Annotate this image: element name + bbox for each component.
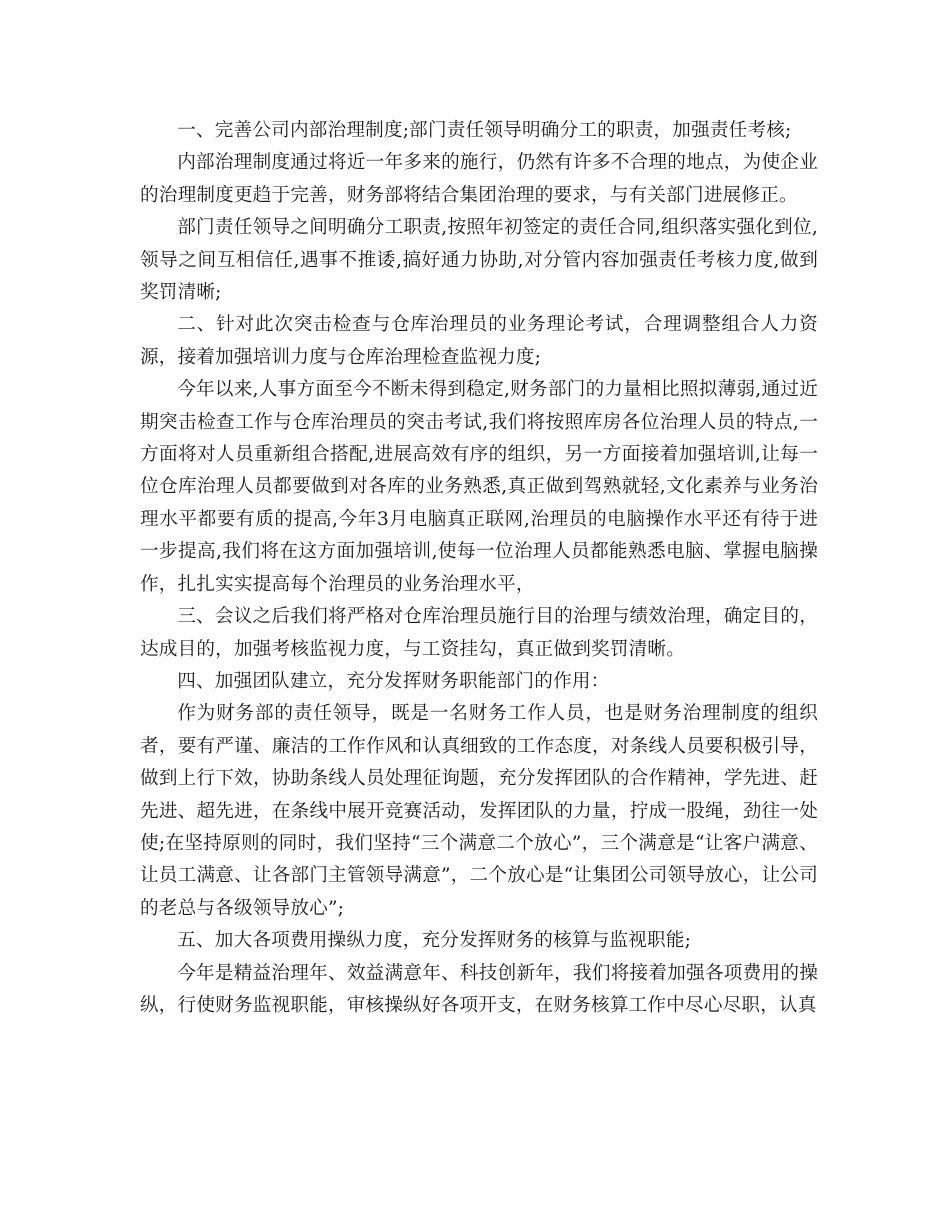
paragraph-9: 五、加大各项费用操纵力度，充分发挥财务的核算与监视职能; (177, 930, 692, 952)
paragraph-10: 今年是精益治理年、效益满意年、科技创新年，我们将接着加强各项费用的操纵，行使财务监视职能，审核操纵好各项开支，在财务核算工作中尽心尽职，认真 (140, 962, 818, 1016)
paragraph-5: 今年以来,人事方面至今不断未得到稳定,财务部门的力量相比照拟薄弱,通过近期突击检查工作与仓库治理员的突击考试,我们将按照库房各位治理人员的特点,一方面将对人员重新组合搭配,进展高效有序的组织，另一方面接着加强培训,让每一位仓库治理人员都要做到对各库的业务熟悉,真正做到驾熟就轻,文化素养与业务治理水平都要有质的提高,今年3月电脑真正联网,治理员的电脑操作水平还有待于进一步提高,我们将在这方面加强培训,使每一位治理人员都能熟悉电脑、掌握电脑操作，扎扎实实提高每个治理员的业务治理水平， (140, 379, 818, 595)
paragraph-7: 四、加强团队建立，充分发挥财务职能部门的作用： (177, 670, 610, 692)
paragraph-6: 三、会议之后我们将严格对仓库治理员施行目的治理与绩效治理，确定目的，达成目的，加强考核监视力度，与工资挂勾，真正做到奖罚清晰。 (140, 606, 818, 660)
paragraph-8: 作为财务部的责任领导，既是一名财务工作人员，也是财务治理制度的组织者，要有严谨、廉洁的工作作风和认真细致的工作态度，对条线人员要积极引导，做到上行下效，协助条线人员处理征询题，充分发挥团队的合作精神，学先进、赶先进、超先进，在条线中展开竞赛活动，发挥团队的力量，拧成一股绳，劲往一处使;在坚持原则的同时，我们坚持“三个满意二个放心”，三个满意是“让客户满意、让员工满意、让各部门主管领导满意”，二个放心是“让集团公司领导放心，让公司的老总与各级领导放心”; (140, 703, 818, 919)
document-body (140, 115, 818, 1022)
paragraph-2: 内部治理制度通过将近一年多来的施行，仍然有许多不合理的地点，为使企业的治理制度更趋于完善，财务部将结合集团治理的要求，与有关部门进展修正。 (140, 152, 818, 206)
paragraph-4: 二、针对此次突击检查与仓库治理员的业务理论考试，合理调整组合人力资源，接着加强培训力度与仓库治理检查监视力度; (140, 314, 818, 368)
paragraph-3: 部门责任领导之间明确分工职责,按照年初签定的责任合同,组织落实强化到位,领导之间互相信任,遇事不推诿,搞好通力协助,对分管内容加强责任考核力度,做到奖罚清晰; (140, 217, 818, 304)
paragraph-1: 一、完善公司内部治理制度;部门责任领导明确分工的职责，加强责任考核; (177, 120, 792, 141)
